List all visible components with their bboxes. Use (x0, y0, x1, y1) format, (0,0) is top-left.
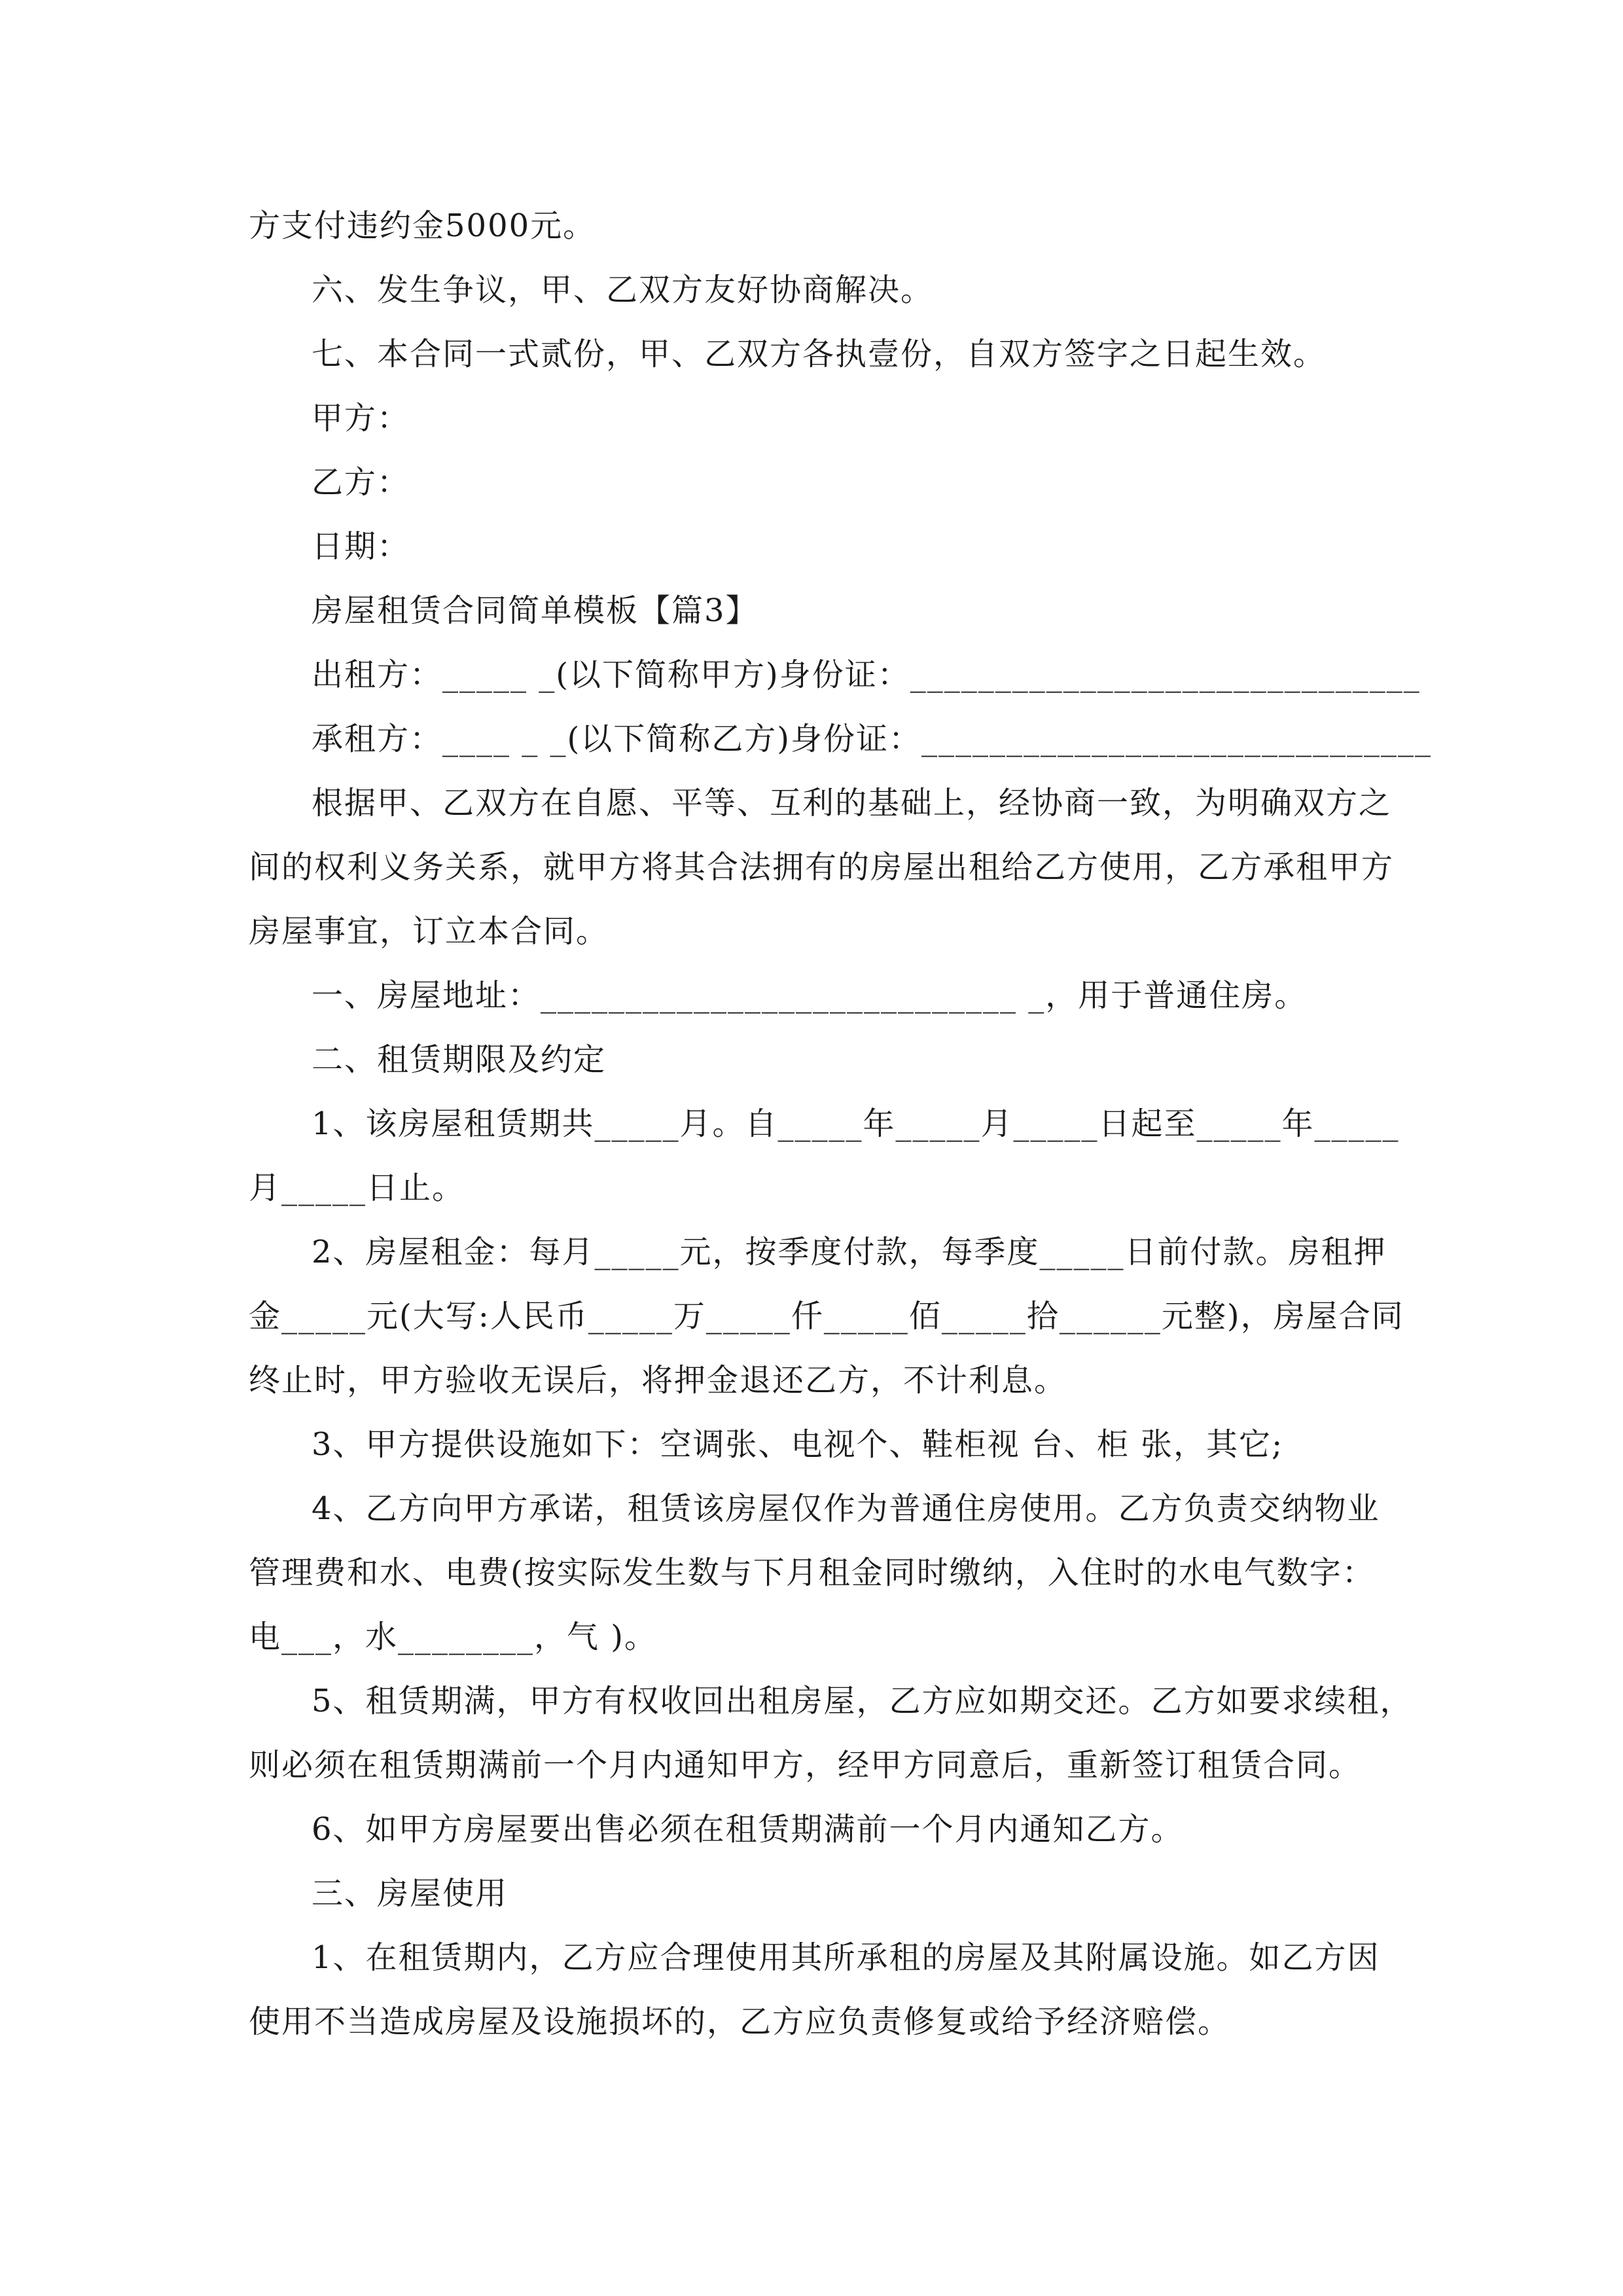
text-line-27: 三、房屋使用 (312, 1875, 508, 1912)
text-line-28: 1、在租赁期内，乙方应合理使用其所承租的房屋及其附属设施。如乙方因 (312, 1939, 1380, 1976)
text-line-20: 3、甲方提供设施如下：空调张、电视个、鞋柜视 台、柜 张，其它; (312, 1426, 1284, 1463)
text-line-22: 管理费和水、电费(按实际发生数与下月租金同时缴纳，入住时的水电气数字： (249, 1554, 1375, 1591)
text-line-18: 金_____元(大写:人民币_____万_____仟_____佰_____拾______元整)，房屋合同 (249, 1298, 1404, 1335)
text-line-23: 电___，水________，气 )。 (249, 1619, 657, 1655)
text-line-19: 终止时，甲方验收无误后，将押金退还乙方，不计利息。 (249, 1362, 1067, 1399)
lessee-line: 承租方：____ _ _(以下简称乙方)身份证：______________________________ (312, 721, 1432, 757)
date-label: 日期： (312, 528, 410, 565)
text-line-29: 使用不当造成房屋及设施损坏的，乙方应负责修复或给予经济赔偿。 (249, 2003, 1231, 2040)
lessor-line: 出租方：_____ _(以下简称甲方)身份证：______________________________ (312, 656, 1421, 693)
text-line-12: 房屋事宜，订立本合同。 (249, 913, 609, 950)
text-line-21: 4、乙方向甲方承诺，租赁该房屋仅作为普通住房使用。乙方负责交纳物业 (312, 1490, 1380, 1527)
section-title: 房屋租赁合同简单模板【篇3】 (312, 592, 758, 629)
text-line-17: 2、房屋租金：每月_____元，按季度付款，每季度_____日前付款。房租押 (312, 1234, 1387, 1270)
text-line-26: 6、如甲方房屋要出售必须在租赁期满前一个月内通知乙方。 (312, 1811, 1184, 1848)
party-b-label: 乙方： (312, 464, 410, 501)
document-body (249, 194, 1432, 2054)
text-line-03: 七、本合同一式贰份，甲、乙双方各执壹份，自双方签字之日起生效。 (312, 336, 1327, 372)
text-line-11: 间的权利义务关系，就甲方将其合法拥有的房屋出租给乙方使用，乙方承租甲方 (249, 849, 1395, 886)
text-line-16: 月_____日止。 (249, 1170, 465, 1206)
text-line-01: 方支付违约金5000元。 (249, 207, 596, 244)
text-line-25: 则必须在租赁期满前一个月内通知甲方，经甲方同意后，重新签订租赁合同。 (249, 1747, 1362, 1784)
text-line-14: 二、租赁期限及约定 (312, 1041, 607, 1078)
text-line-24: 5、租赁期满，甲方有权收回出租房屋，乙方应如期交还。乙方如要求续租， (312, 1683, 1413, 1719)
text-line-15: 1、该房屋租赁期共_____月。自_____年_____月_____日起至_____年_____ (312, 1105, 1400, 1142)
text-line-10: 根据甲、乙双方在自愿、平等、互利的基础上，经协商一致，为明确双方之 (312, 785, 1392, 821)
text-line-13: 一、房屋地址：____________________________ _，用于普通住房。 (312, 977, 1308, 1014)
text-line-02: 六、发生争议，甲、乙双方友好协商解决。 (312, 272, 934, 308)
party-a-label: 甲方： (312, 400, 410, 437)
